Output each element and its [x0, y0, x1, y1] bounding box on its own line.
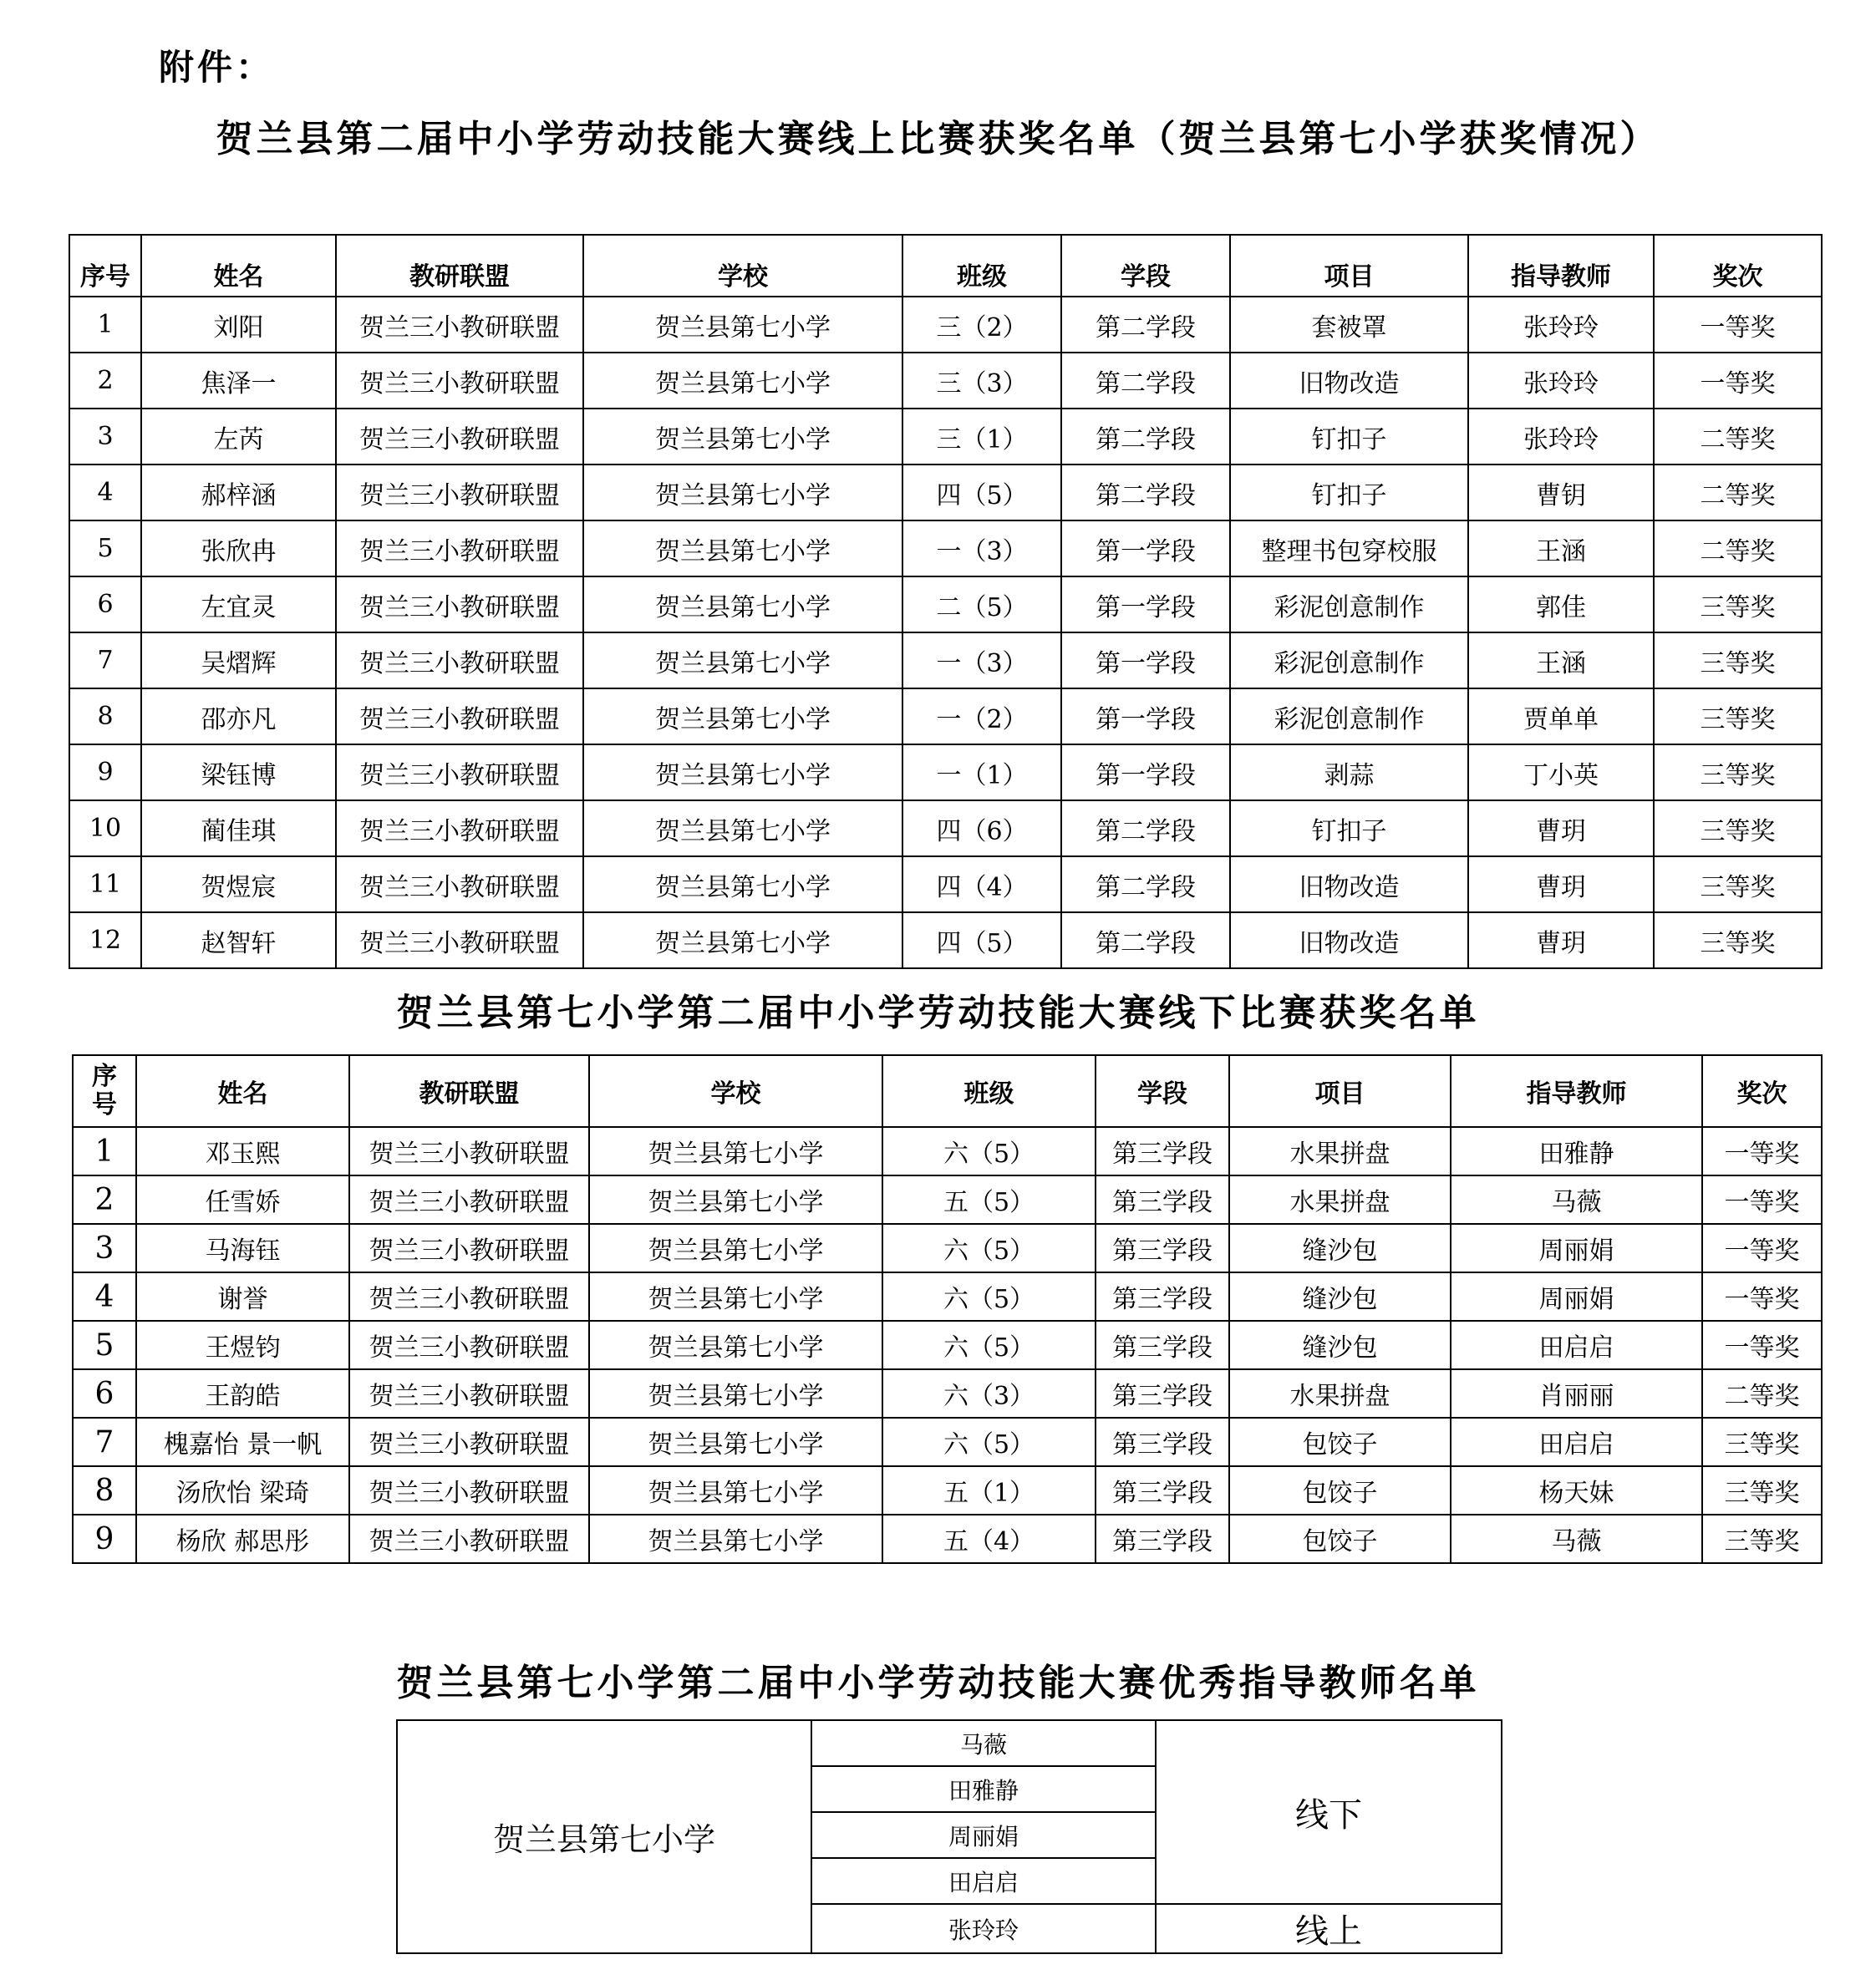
cell-school: 贺兰县第七小学 [583, 520, 902, 576]
offline-awards-title: 贺兰县第七小学第二届中小学劳动技能大赛线下比赛获奖名单 [396, 992, 1480, 1034]
table-row [69, 744, 1822, 800]
header-school: 学校 [589, 1055, 882, 1127]
cell-project: 整理书包穿校服 [1230, 520, 1468, 576]
header-teacher: 指导教师 [1451, 1055, 1702, 1127]
cell-alliance: 贺兰三小教研联盟 [336, 409, 583, 465]
cell-seq: 6 [73, 1369, 136, 1418]
cell-stage: 第三学段 [1096, 1272, 1229, 1321]
cell-name: 邓玉熙 [136, 1127, 349, 1175]
cell-project: 剥蒜 [1230, 744, 1468, 800]
table-row [73, 1321, 1822, 1369]
cell-award: 三等奖 [1654, 912, 1822, 968]
cell-school: 贺兰县第七小学 [583, 409, 902, 465]
cell-class: 一（1） [902, 744, 1061, 800]
cell-alliance: 贺兰三小教研联盟 [336, 520, 583, 576]
cell-award: 一等奖 [1654, 353, 1822, 409]
header-name: 姓名 [136, 1055, 349, 1127]
cell-award: 一等奖 [1654, 297, 1822, 353]
header-stage: 学段 [1096, 1055, 1229, 1127]
cell-stage: 第二学段 [1061, 297, 1230, 353]
cell-class: 四（5） [902, 465, 1061, 520]
cell-seq: 8 [69, 688, 141, 744]
cell-award: 一等奖 [1702, 1175, 1822, 1224]
cell-project: 钉扣子 [1230, 465, 1468, 520]
cell-school: 贺兰县第七小学 [583, 800, 902, 856]
teacher-name-cell: 周丽娟 [811, 1812, 1156, 1858]
header-stage: 学段 [1061, 235, 1230, 297]
teacher-name-cell: 张玲玲 [811, 1904, 1156, 1953]
cell-project: 缝沙包 [1229, 1321, 1451, 1369]
cell-stage: 第二学段 [1061, 800, 1230, 856]
cell-teacher: 肖丽丽 [1451, 1369, 1702, 1418]
cell-project: 包饺子 [1229, 1515, 1451, 1563]
cell-stage: 第三学段 [1096, 1321, 1229, 1369]
cell-seq: 11 [69, 856, 141, 912]
table-row [69, 409, 1822, 465]
cell-class: 四（4） [902, 856, 1061, 912]
cell-stage: 第二学段 [1061, 912, 1230, 968]
cell-teacher: 曹玥 [1468, 800, 1654, 856]
cell-award: 一等奖 [1702, 1272, 1822, 1321]
cell-stage: 第三学段 [1096, 1515, 1229, 1563]
cell-name: 郝梓涵 [141, 465, 336, 520]
cell-stage: 第一学段 [1061, 632, 1230, 688]
cell-teacher: 田雅静 [1451, 1127, 1702, 1175]
cell-award: 三等奖 [1654, 632, 1822, 688]
cell-name: 吴熠辉 [141, 632, 336, 688]
cell-seq: 2 [69, 353, 141, 409]
cell-class: 六（5） [882, 1224, 1096, 1272]
table-header-row [73, 1055, 1822, 1127]
cell-project: 彩泥创意制作 [1230, 632, 1468, 688]
cell-alliance: 贺兰三小教研联盟 [336, 688, 583, 744]
teachers-title: 贺兰县第七小学第二届中小学劳动技能大赛优秀指导教师名单 [396, 1662, 1480, 1704]
teacher-name-cell: 田启启 [811, 1858, 1156, 1904]
cell-school: 贺兰县第七小学 [589, 1369, 882, 1418]
cell-award: 一等奖 [1702, 1127, 1822, 1175]
cell-class: 四（6） [902, 800, 1061, 856]
cell-alliance: 贺兰三小教研联盟 [336, 576, 583, 632]
cell-alliance: 贺兰三小教研联盟 [349, 1418, 589, 1466]
cell-teacher: 杨天妹 [1451, 1466, 1702, 1515]
cell-project: 钉扣子 [1230, 800, 1468, 856]
cell-class: 六（5） [882, 1418, 1096, 1466]
header-award: 奖次 [1702, 1055, 1822, 1127]
cell-teacher: 田启启 [1451, 1321, 1702, 1369]
online-awards-title: 贺兰县第二届中小学劳动技能大赛线上比赛获奖名单（贺兰县第七小学获奖情况） [216, 118, 1660, 160]
header-name: 姓名 [141, 235, 336, 297]
cell-school: 贺兰县第七小学 [583, 744, 902, 800]
cell-project: 旧物改造 [1230, 856, 1468, 912]
cell-stage: 第二学段 [1061, 353, 1230, 409]
cell-alliance: 贺兰三小教研联盟 [336, 465, 583, 520]
cell-teacher: 王涵 [1468, 632, 1654, 688]
cell-alliance: 贺兰三小教研联盟 [336, 856, 583, 912]
table-row [69, 800, 1822, 856]
cell-seq: 1 [69, 297, 141, 353]
cell-school: 贺兰县第七小学 [583, 353, 902, 409]
cell-name: 左芮 [141, 409, 336, 465]
cell-seq: 5 [73, 1321, 136, 1369]
cell-name: 马海钰 [136, 1224, 349, 1272]
table-row [73, 1515, 1822, 1563]
header-school: 学校 [583, 235, 902, 297]
cell-class: 一（2） [902, 688, 1061, 744]
cell-project: 彩泥创意制作 [1230, 576, 1468, 632]
cell-alliance: 贺兰三小教研联盟 [349, 1515, 589, 1563]
cell-school: 贺兰县第七小学 [583, 912, 902, 968]
cell-seq: 4 [73, 1272, 136, 1321]
header-project: 项目 [1230, 235, 1468, 297]
cell-name: 蔺佳琪 [141, 800, 336, 856]
cell-class: 三（3） [902, 353, 1061, 409]
cell-award: 二等奖 [1654, 409, 1822, 465]
header-project: 项目 [1229, 1055, 1451, 1127]
cell-award: 二等奖 [1654, 465, 1822, 520]
teacher-name-cell: 田雅静 [811, 1766, 1156, 1812]
cell-class: 五（1） [882, 1466, 1096, 1515]
cell-alliance: 贺兰三小教研联盟 [336, 800, 583, 856]
cell-teacher: 王涵 [1468, 520, 1654, 576]
cell-teacher: 张玲玲 [1468, 353, 1654, 409]
cell-stage: 第三学段 [1096, 1466, 1229, 1515]
cell-award: 三等奖 [1702, 1418, 1822, 1466]
cell-seq: 9 [73, 1515, 136, 1563]
cell-stage: 第二学段 [1061, 465, 1230, 520]
table-row [69, 912, 1822, 968]
cell-project: 水果拼盘 [1229, 1369, 1451, 1418]
cell-project: 套被罩 [1230, 297, 1468, 353]
table-row [69, 353, 1822, 409]
cell-class: 三（2） [902, 297, 1061, 353]
cell-name: 王韵皓 [136, 1369, 349, 1418]
cell-project: 旧物改造 [1230, 912, 1468, 968]
cell-school: 贺兰县第七小学 [589, 1127, 882, 1175]
cell-stage: 第二学段 [1061, 856, 1230, 912]
cell-school: 贺兰县第七小学 [583, 632, 902, 688]
cell-seq: 5 [69, 520, 141, 576]
cell-award: 三等奖 [1654, 856, 1822, 912]
cell-stage: 第二学段 [1061, 409, 1230, 465]
cell-alliance: 贺兰三小教研联盟 [349, 1224, 589, 1272]
cell-alliance: 贺兰三小教研联盟 [349, 1272, 589, 1321]
cell-class: 六（5） [882, 1127, 1096, 1175]
cell-alliance: 贺兰三小教研联盟 [349, 1321, 589, 1369]
cell-seq: 4 [69, 465, 141, 520]
table-row [69, 465, 1822, 520]
online-mode-cell: 线上 [1156, 1904, 1502, 1953]
cell-stage: 第一学段 [1061, 744, 1230, 800]
cell-stage: 第一学段 [1061, 576, 1230, 632]
cell-award: 三等奖 [1702, 1515, 1822, 1563]
table-row [69, 632, 1822, 688]
cell-project: 包饺子 [1229, 1418, 1451, 1466]
table-row [69, 520, 1822, 576]
table-row [73, 1272, 1822, 1321]
table-row [73, 1175, 1822, 1224]
header-seq: 序号 [69, 235, 141, 297]
cell-alliance: 贺兰三小教研联盟 [336, 353, 583, 409]
cell-seq: 2 [73, 1175, 136, 1224]
cell-award: 二等奖 [1654, 520, 1822, 576]
cell-award: 三等奖 [1654, 688, 1822, 744]
cell-school: 贺兰县第七小学 [589, 1321, 882, 1369]
cell-school: 贺兰县第七小学 [583, 688, 902, 744]
cell-name: 贺煜宸 [141, 856, 336, 912]
cell-name: 任雪娇 [136, 1175, 349, 1224]
cell-class: 三（1） [902, 409, 1061, 465]
cell-seq: 1 [73, 1127, 136, 1175]
cell-class: 五（5） [882, 1175, 1096, 1224]
header-award: 奖次 [1654, 235, 1822, 297]
cell-class: 六（5） [882, 1272, 1096, 1321]
table-row [69, 297, 1822, 353]
table-row [73, 1127, 1822, 1175]
header-seq: 序号 [73, 1055, 136, 1127]
cell-project: 钉扣子 [1230, 409, 1468, 465]
cell-stage: 第三学段 [1096, 1418, 1229, 1466]
cell-teacher: 田启启 [1451, 1418, 1702, 1466]
cell-alliance: 贺兰三小教研联盟 [336, 632, 583, 688]
cell-teacher: 张玲玲 [1468, 297, 1654, 353]
cell-project: 缝沙包 [1229, 1272, 1451, 1321]
cell-name: 王煜钧 [136, 1321, 349, 1369]
table-row [69, 576, 1822, 632]
header-teacher: 指导教师 [1468, 235, 1654, 297]
cell-stage: 第一学段 [1061, 520, 1230, 576]
cell-award: 三等奖 [1654, 576, 1822, 632]
cell-seq: 10 [69, 800, 141, 856]
cell-class: 六（3） [882, 1369, 1096, 1418]
cell-seq: 7 [69, 632, 141, 688]
cell-teacher: 曹玥 [1468, 856, 1654, 912]
cell-teacher: 贾单单 [1468, 688, 1654, 744]
cell-alliance: 贺兰三小教研联盟 [336, 744, 583, 800]
cell-class: 六（5） [882, 1321, 1096, 1369]
cell-project: 旧物改造 [1230, 353, 1468, 409]
cell-school: 贺兰县第七小学 [583, 465, 902, 520]
cell-teacher: 曹玥 [1468, 912, 1654, 968]
cell-teacher: 郭佳 [1468, 576, 1654, 632]
cell-seq: 6 [69, 576, 141, 632]
cell-name: 刘阳 [141, 297, 336, 353]
cell-teacher: 丁小英 [1468, 744, 1654, 800]
header-class: 班级 [882, 1055, 1096, 1127]
table-row [69, 688, 1822, 744]
cell-school: 贺兰县第七小学 [589, 1515, 882, 1563]
cell-school: 贺兰县第七小学 [589, 1272, 882, 1321]
attachment-label: 附件： [159, 47, 275, 88]
cell-seq: 9 [69, 744, 141, 800]
cell-project: 水果拼盘 [1229, 1175, 1451, 1224]
cell-class: 五（4） [882, 1515, 1096, 1563]
table-header-row [69, 235, 1822, 297]
table-row [69, 856, 1822, 912]
cell-seq: 3 [69, 409, 141, 465]
header-class: 班级 [902, 235, 1061, 297]
cell-school: 贺兰县第七小学 [589, 1175, 882, 1224]
cell-school: 贺兰县第七小学 [589, 1466, 882, 1515]
cell-teacher: 曹钥 [1468, 465, 1654, 520]
cell-seq: 7 [73, 1418, 136, 1466]
cell-seq: 3 [73, 1224, 136, 1272]
cell-stage: 第三学段 [1096, 1175, 1229, 1224]
cell-alliance: 贺兰三小教研联盟 [349, 1127, 589, 1175]
cell-teacher: 周丽娟 [1451, 1272, 1702, 1321]
cell-name: 杨欣 郝思彤 [136, 1515, 349, 1563]
cell-award: 一等奖 [1702, 1224, 1822, 1272]
cell-stage: 第三学段 [1096, 1127, 1229, 1175]
cell-award: 一等奖 [1702, 1321, 1822, 1369]
cell-teacher: 周丽娟 [1451, 1224, 1702, 1272]
header-alliance: 教研联盟 [336, 235, 583, 297]
table-row [73, 1224, 1822, 1272]
cell-class: 一（3） [902, 520, 1061, 576]
cell-name: 焦泽一 [141, 353, 336, 409]
cell-award: 三等奖 [1702, 1466, 1822, 1515]
cell-school: 贺兰县第七小学 [589, 1224, 882, 1272]
cell-class: 二（5） [902, 576, 1061, 632]
cell-school: 贺兰县第七小学 [583, 297, 902, 353]
excellent-teachers-table [396, 1719, 1502, 1954]
cell-alliance: 贺兰三小教研联盟 [349, 1175, 589, 1224]
cell-stage: 第三学段 [1096, 1224, 1229, 1272]
cell-name: 谢誉 [136, 1272, 349, 1321]
cell-stage: 第一学段 [1061, 688, 1230, 744]
cell-name: 汤欣怡 梁琦 [136, 1466, 349, 1515]
cell-seq: 8 [73, 1466, 136, 1515]
cell-award: 三等奖 [1654, 744, 1822, 800]
cell-class: 四（5） [902, 912, 1061, 968]
cell-name: 梁钰博 [141, 744, 336, 800]
table-row [73, 1369, 1822, 1418]
school-name-cell: 贺兰县第七小学 [397, 1720, 811, 1953]
teacher-name-cell: 马薇 [811, 1720, 1156, 1766]
online-awards-table [69, 234, 1823, 969]
cell-project: 缝沙包 [1229, 1224, 1451, 1272]
offline-awards-table [72, 1054, 1823, 1564]
cell-school: 贺兰县第七小学 [589, 1418, 882, 1466]
table-row [73, 1466, 1822, 1515]
cell-name: 张欣冉 [141, 520, 336, 576]
cell-award: 二等奖 [1702, 1369, 1822, 1418]
cell-name: 左宜灵 [141, 576, 336, 632]
cell-award: 三等奖 [1654, 800, 1822, 856]
cell-project: 包饺子 [1229, 1466, 1451, 1515]
cell-teacher: 张玲玲 [1468, 409, 1654, 465]
cell-name: 槐嘉怡 景一帆 [136, 1418, 349, 1466]
cell-project: 彩泥创意制作 [1230, 688, 1468, 744]
cell-name: 邵亦凡 [141, 688, 336, 744]
cell-seq: 12 [69, 912, 141, 968]
cell-alliance: 贺兰三小教研联盟 [336, 912, 583, 968]
cell-project: 水果拼盘 [1229, 1127, 1451, 1175]
cell-teacher: 马薇 [1451, 1515, 1702, 1563]
table-row [73, 1418, 1822, 1466]
cell-alliance: 贺兰三小教研联盟 [336, 297, 583, 353]
cell-school: 贺兰县第七小学 [583, 576, 902, 632]
cell-alliance: 贺兰三小教研联盟 [349, 1369, 589, 1418]
offline-mode-cell: 线下 [1156, 1720, 1502, 1904]
cell-alliance: 贺兰三小教研联盟 [349, 1466, 589, 1515]
cell-teacher: 马薇 [1451, 1175, 1702, 1224]
cell-school: 贺兰县第七小学 [583, 856, 902, 912]
cell-name: 赵智轩 [141, 912, 336, 968]
header-alliance: 教研联盟 [349, 1055, 589, 1127]
cell-class: 一（3） [902, 632, 1061, 688]
cell-stage: 第三学段 [1096, 1369, 1229, 1418]
